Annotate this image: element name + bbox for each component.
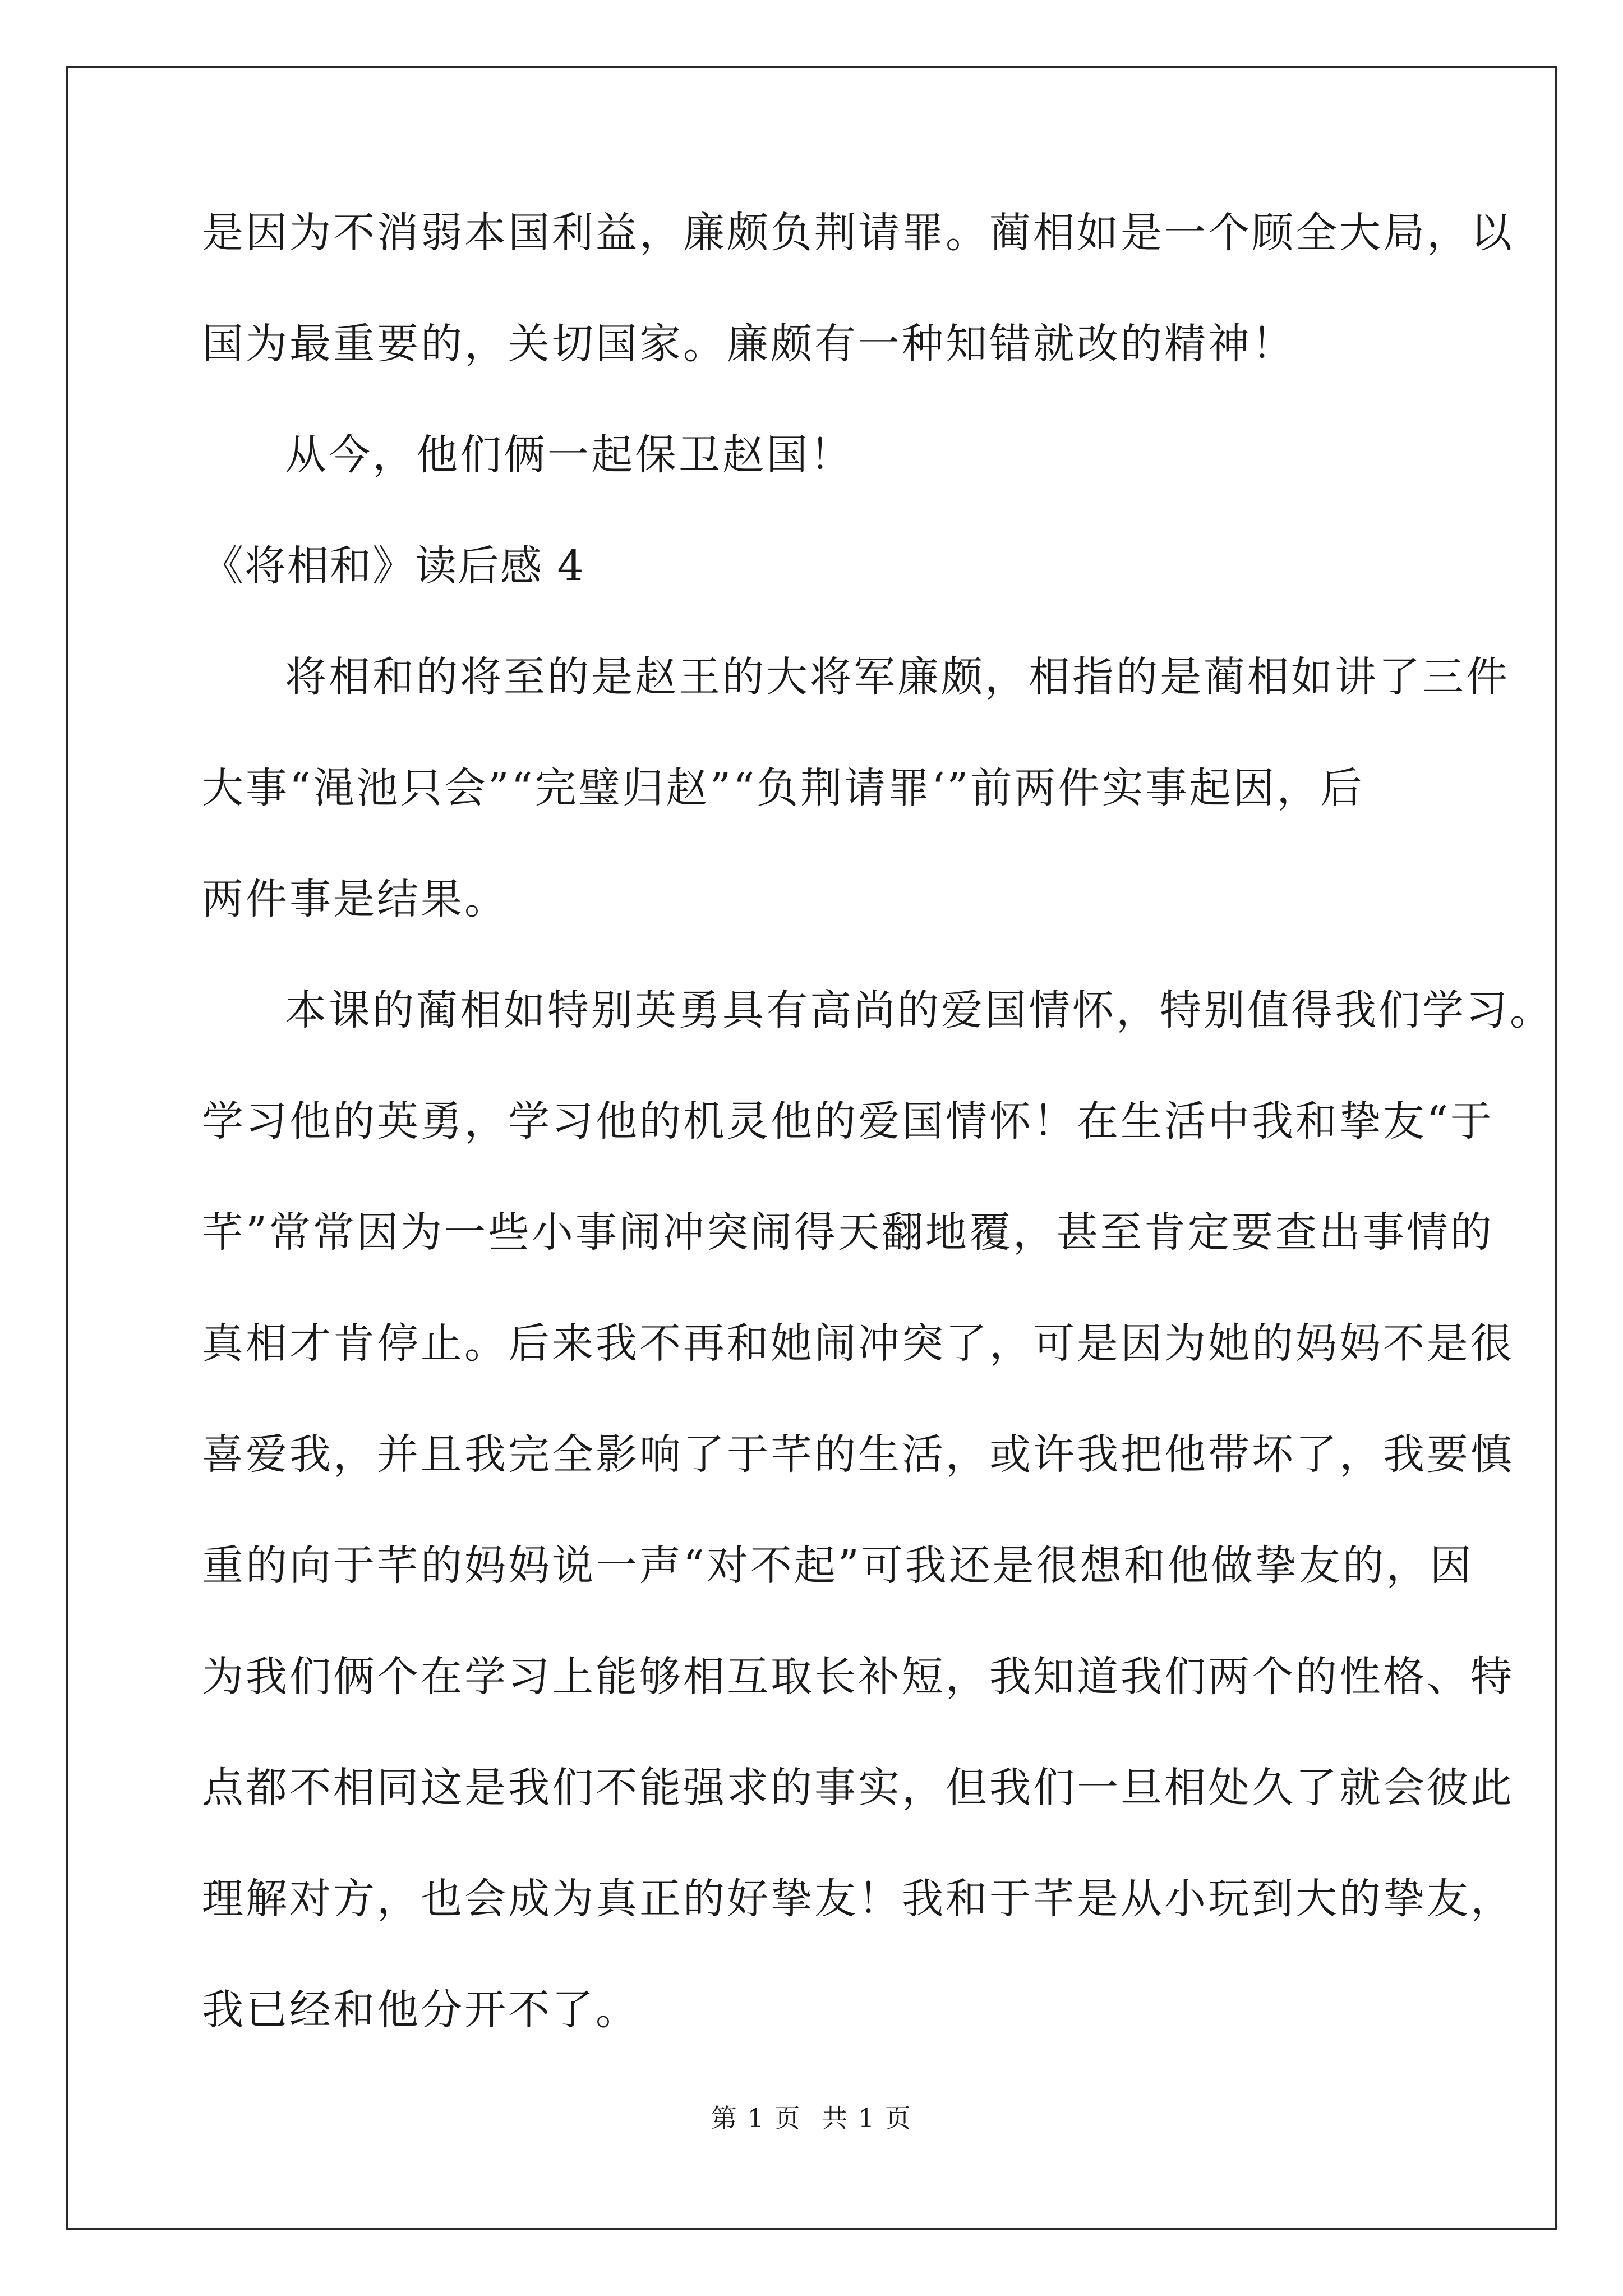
text-line: 学习他的英勇，学习他的机灵他的爱国情怀！在生活中我和挚友“于 <box>202 1097 1494 1145</box>
text-line: 点都不相同这是我们不能强求的事实，但我们一旦相处久了就会彼此 <box>202 1764 1514 1812</box>
page-total: 共 1 页 <box>822 2103 912 2133</box>
text-line: 我已经和他分开不了。 <box>202 1986 639 2034</box>
section-heading: 《将相和》读后感 4 <box>202 542 585 590</box>
text-line: 将相和的将至的是赵王的大将军廉颇，相指的是蔺相如讲了三件 <box>285 653 1510 701</box>
text-line: 喜爱我，并且我完全影响了于芊的生活，或许我把他带坏了，我要慎 <box>202 1430 1514 1479</box>
document-body <box>202 209 1553 2100</box>
text-line: 为我们俩个在学习上能够相互取长补短，我知道我们两个的性格、特 <box>202 1653 1514 1701</box>
text-line: 真相才肯停止。后来我不再和她闹冲突了，可是因为她的妈妈不是很 <box>202 1319 1514 1368</box>
text-line: 大事“渑池只会”“完璧归赵”“负荆请罪‘”前两件实事起因，后 <box>202 764 1364 812</box>
page-footer <box>0 2098 1623 2135</box>
text-line: 理解对方，也会成为真正的好挚友！我和于芊是从小玩到大的挚友， <box>202 1875 1514 1923</box>
text-line: 国为最重要的，关切国家。廉颇有一种知错就改的精神！ <box>202 320 1295 368</box>
page-number: 第 1 页 <box>711 2103 801 2133</box>
text-line: 重的向于芊的妈妈说一声“对不起”可我还是很想和他做挚友的，因 <box>202 1542 1474 1590</box>
text-line: 是因为不消弱本国利益，廉颇负荆请罪。蔺相如是一个顾全大局，以 <box>202 209 1514 257</box>
text-line: 两件事是结果。 <box>202 875 508 923</box>
text-line: 本课的蔺相如特别英勇具有高尚的爱国情怀，特别值得我们学习。 <box>285 986 1553 1034</box>
text-line: 芊”常常因为一些小事闹冲突闹得天翻地覆，甚至肯定要查出事情的 <box>202 1208 1494 1257</box>
text-line: 从今，他们俩一起保卫赵国！ <box>285 431 854 479</box>
